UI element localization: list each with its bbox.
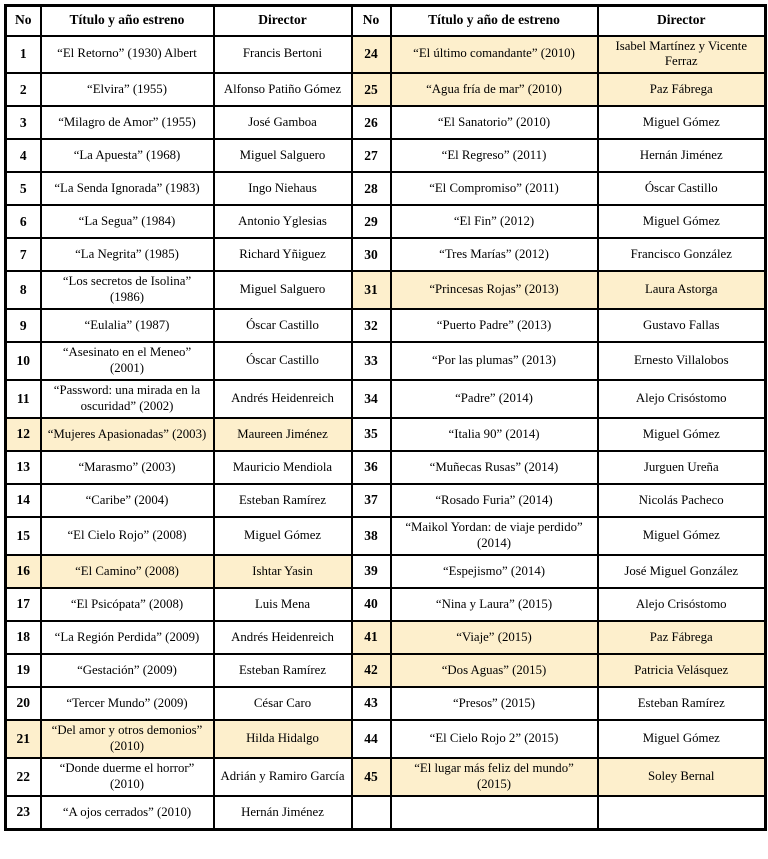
director-left-cell: Hernán Jiménez xyxy=(214,796,352,829)
title-right-cell: “Nina y Laura” (2015) xyxy=(391,588,598,621)
director-right-cell: Esteban Ramírez xyxy=(598,687,766,720)
header-title-right: Título y año de estreno xyxy=(391,6,598,36)
director-left-cell: Esteban Ramírez xyxy=(214,484,352,517)
no-right-cell: 29 xyxy=(352,205,391,238)
director-left-cell: Alfonso Patiño Gómez xyxy=(214,73,352,106)
director-right-cell: Alejo Crisóstomo xyxy=(598,588,766,621)
no-left-cell: 17 xyxy=(6,588,41,621)
director-right-cell: Paz Fábrega xyxy=(598,73,766,106)
no-left-cell: 1 xyxy=(6,36,41,74)
table-row xyxy=(6,36,766,74)
title-left-cell: “Caribe” (2004) xyxy=(41,484,214,517)
title-right-cell: “El Sanatorio” (2010) xyxy=(391,106,598,139)
director-right-cell: Ernesto Villalobos xyxy=(598,342,766,380)
no-left-cell: 10 xyxy=(6,342,41,380)
title-left-cell: “Password: una mirada en la oscuridad” (2002) xyxy=(41,380,214,418)
director-right-cell: Miguel Gómez xyxy=(598,205,766,238)
title-right-cell: “Muñecas Rusas” (2014) xyxy=(391,451,598,484)
title-right-cell: “El Compromiso” (2011) xyxy=(391,172,598,205)
director-left-cell: Andrés Heidenreich xyxy=(214,621,352,654)
no-right-cell: 43 xyxy=(352,687,391,720)
title-right-cell: “El Regreso” (2011) xyxy=(391,139,598,172)
title-left-cell: “Marasmo” (2003) xyxy=(41,451,214,484)
director-right-cell: Alejo Crisóstomo xyxy=(598,380,766,418)
title-left-cell: “La Apuesta” (1968) xyxy=(41,139,214,172)
title-right-cell: “Padre” (2014) xyxy=(391,380,598,418)
title-right-cell: “Presos” (2015) xyxy=(391,687,598,720)
director-right-cell: Patricia Velásquez xyxy=(598,654,766,687)
no-left-cell: 21 xyxy=(6,720,41,758)
table-header xyxy=(6,6,766,36)
no-left-cell: 22 xyxy=(6,758,41,796)
director-right-cell: Gustavo Fallas xyxy=(598,309,766,342)
table-row xyxy=(6,654,766,687)
no-left-cell: 4 xyxy=(6,139,41,172)
no-left-cell: 18 xyxy=(6,621,41,654)
director-left-cell: Óscar Castillo xyxy=(214,309,352,342)
title-right-cell: “El último comandante” (2010) xyxy=(391,36,598,74)
table-row xyxy=(6,106,766,139)
title-left-cell: “A ojos cerrados” (2010) xyxy=(41,796,214,829)
no-right-cell: 38 xyxy=(352,517,391,555)
no-left-cell: 13 xyxy=(6,451,41,484)
table-row xyxy=(6,172,766,205)
no-right-cell: 30 xyxy=(352,238,391,271)
no-right-cell: 33 xyxy=(352,342,391,380)
title-left-cell: “Eulalia” (1987) xyxy=(41,309,214,342)
director-left-cell: Maureen Jiménez xyxy=(214,418,352,451)
no-right-cell: 31 xyxy=(352,271,391,309)
director-right-cell: Nicolás Pacheco xyxy=(598,484,766,517)
title-left-cell: “Los secretos de Isolina” (1986) xyxy=(41,271,214,309)
no-right-cell: 32 xyxy=(352,309,391,342)
table-row xyxy=(6,418,766,451)
director-right-cell: José Miguel González xyxy=(598,555,766,588)
title-left-cell: “Milagro de Amor” (1955) xyxy=(41,106,214,139)
no-left-cell: 23 xyxy=(6,796,41,829)
header-director-right: Director xyxy=(598,6,766,36)
no-right-cell: 24 xyxy=(352,36,391,74)
no-right-cell: 25 xyxy=(352,73,391,106)
no-left-cell: 12 xyxy=(6,418,41,451)
table-row xyxy=(6,588,766,621)
table-row xyxy=(6,687,766,720)
director-right-cell: Miguel Gómez xyxy=(598,418,766,451)
no-right-cell: 44 xyxy=(352,720,391,758)
title-left-cell: “La Región Perdida” (2009) xyxy=(41,621,214,654)
director-left-cell: José Gamboa xyxy=(214,106,352,139)
title-left-cell: “Del amor y otros demonios” (2010) xyxy=(41,720,214,758)
title-left-cell: “El Retorno” (1930) Albert xyxy=(41,36,214,74)
title-right-cell: “Rosado Furia” (2014) xyxy=(391,484,598,517)
title-right-cell: “Tres Marías” (2012) xyxy=(391,238,598,271)
director-right-cell: Paz Fábrega xyxy=(598,621,766,654)
no-left-cell: 20 xyxy=(6,687,41,720)
director-right-cell: Miguel Gómez xyxy=(598,720,766,758)
films-table xyxy=(4,4,767,831)
title-right-cell: “Agua fría de mar” (2010) xyxy=(391,73,598,106)
table-row xyxy=(6,238,766,271)
director-right-cell xyxy=(598,796,766,829)
title-right-cell xyxy=(391,796,598,829)
no-right-cell: 45 xyxy=(352,758,391,796)
director-right-cell: Jurguen Ureña xyxy=(598,451,766,484)
title-left-cell: “El Camino” (2008) xyxy=(41,555,214,588)
no-left-cell: 19 xyxy=(6,654,41,687)
no-right-cell: 36 xyxy=(352,451,391,484)
title-right-cell: “Princesas Rojas” (2013) xyxy=(391,271,598,309)
title-right-cell: “Italia 90” (2014) xyxy=(391,418,598,451)
table-row xyxy=(6,555,766,588)
director-left-cell: Miguel Salguero xyxy=(214,139,352,172)
title-left-cell: “Donde duerme el horror” (2010) xyxy=(41,758,214,796)
header-director-left: Director xyxy=(214,6,352,36)
title-right-cell: “Viaje” (2015) xyxy=(391,621,598,654)
no-right-cell: 40 xyxy=(352,588,391,621)
table-row xyxy=(6,621,766,654)
table-row xyxy=(6,517,766,555)
no-right-cell xyxy=(352,796,391,829)
title-left-cell: “Asesinato en el Meneo” (2001) xyxy=(41,342,214,380)
director-right-cell: Soley Bernal xyxy=(598,758,766,796)
title-left-cell: “El Psicópata” (2008) xyxy=(41,588,214,621)
table-row xyxy=(6,139,766,172)
no-right-cell: 27 xyxy=(352,139,391,172)
title-left-cell: “Elvira” (1955) xyxy=(41,73,214,106)
table-row xyxy=(6,796,766,829)
no-left-cell: 3 xyxy=(6,106,41,139)
director-left-cell: Miguel Gómez xyxy=(214,517,352,555)
director-right-cell: Hernán Jiménez xyxy=(598,139,766,172)
title-right-cell: “Por las plumas” (2013) xyxy=(391,342,598,380)
no-right-cell: 34 xyxy=(352,380,391,418)
title-left-cell: “La Senda Ignorada” (1983) xyxy=(41,172,214,205)
title-left-cell: “La Negrita” (1985) xyxy=(41,238,214,271)
title-right-cell: “Puerto Padre” (2013) xyxy=(391,309,598,342)
no-left-cell: 7 xyxy=(6,238,41,271)
title-right-cell: “Espejismo” (2014) xyxy=(391,555,598,588)
no-left-cell: 6 xyxy=(6,205,41,238)
table-row xyxy=(6,720,766,758)
table-row xyxy=(6,342,766,380)
table-row xyxy=(6,380,766,418)
director-left-cell: Mauricio Mendiola xyxy=(214,451,352,484)
title-left-cell: “El Cielo Rojo” (2008) xyxy=(41,517,214,555)
director-right-cell: Isabel Martínez y Vicente Ferraz xyxy=(598,36,766,74)
no-right-cell: 35 xyxy=(352,418,391,451)
no-left-cell: 9 xyxy=(6,309,41,342)
director-left-cell: Óscar Castillo xyxy=(214,342,352,380)
no-right-cell: 37 xyxy=(352,484,391,517)
no-right-cell: 41 xyxy=(352,621,391,654)
director-left-cell: Hilda Hidalgo xyxy=(214,720,352,758)
header-no-left: No xyxy=(6,6,41,36)
table-row xyxy=(6,271,766,309)
no-right-cell: 42 xyxy=(352,654,391,687)
title-left-cell: “Tercer Mundo” (2009) xyxy=(41,687,214,720)
director-right-cell: Miguel Gómez xyxy=(598,106,766,139)
no-right-cell: 39 xyxy=(352,555,391,588)
title-right-cell: “El Cielo Rojo 2” (2015) xyxy=(391,720,598,758)
table-row xyxy=(6,758,766,796)
table-body xyxy=(6,36,766,830)
director-left-cell: Ingo Niehaus xyxy=(214,172,352,205)
director-left-cell: Francis Bertoni xyxy=(214,36,352,74)
director-left-cell: Luis Mena xyxy=(214,588,352,621)
title-left-cell: “Mujeres Apasionadas” (2003) xyxy=(41,418,214,451)
director-left-cell: Miguel Salguero xyxy=(214,271,352,309)
no-left-cell: 15 xyxy=(6,517,41,555)
table-row xyxy=(6,205,766,238)
director-right-cell: Miguel Gómez xyxy=(598,517,766,555)
no-left-cell: 8 xyxy=(6,271,41,309)
director-left-cell: Antonio Yglesias xyxy=(214,205,352,238)
header-title-left: Título y año estreno xyxy=(41,6,214,36)
no-left-cell: 5 xyxy=(6,172,41,205)
title-left-cell: “La Segua” (1984) xyxy=(41,205,214,238)
director-left-cell: César Caro xyxy=(214,687,352,720)
table-row xyxy=(6,484,766,517)
title-right-cell: “Dos Aguas” (2015) xyxy=(391,654,598,687)
table-row xyxy=(6,73,766,106)
no-right-cell: 28 xyxy=(352,172,391,205)
no-left-cell: 14 xyxy=(6,484,41,517)
header-no-right: No xyxy=(352,6,391,36)
no-left-cell: 11 xyxy=(6,380,41,418)
director-left-cell: Esteban Ramírez xyxy=(214,654,352,687)
director-left-cell: Adrián y Ramiro García xyxy=(214,758,352,796)
director-left-cell: Richard Yñiguez xyxy=(214,238,352,271)
header-row xyxy=(6,6,766,36)
title-right-cell: “El lugar más feliz del mundo” (2015) xyxy=(391,758,598,796)
no-left-cell: 2 xyxy=(6,73,41,106)
director-left-cell: Ishtar Yasin xyxy=(214,555,352,588)
table-row xyxy=(6,451,766,484)
title-right-cell: “Maikol Yordan: de viaje perdido” (2014) xyxy=(391,517,598,555)
title-right-cell: “El Fin” (2012) xyxy=(391,205,598,238)
no-right-cell: 26 xyxy=(352,106,391,139)
title-left-cell: “Gestación” (2009) xyxy=(41,654,214,687)
director-right-cell: Laura Astorga xyxy=(598,271,766,309)
table-row xyxy=(6,309,766,342)
director-left-cell: Andrés Heidenreich xyxy=(214,380,352,418)
director-right-cell: Óscar Castillo xyxy=(598,172,766,205)
no-left-cell: 16 xyxy=(6,555,41,588)
director-right-cell: Francisco González xyxy=(598,238,766,271)
